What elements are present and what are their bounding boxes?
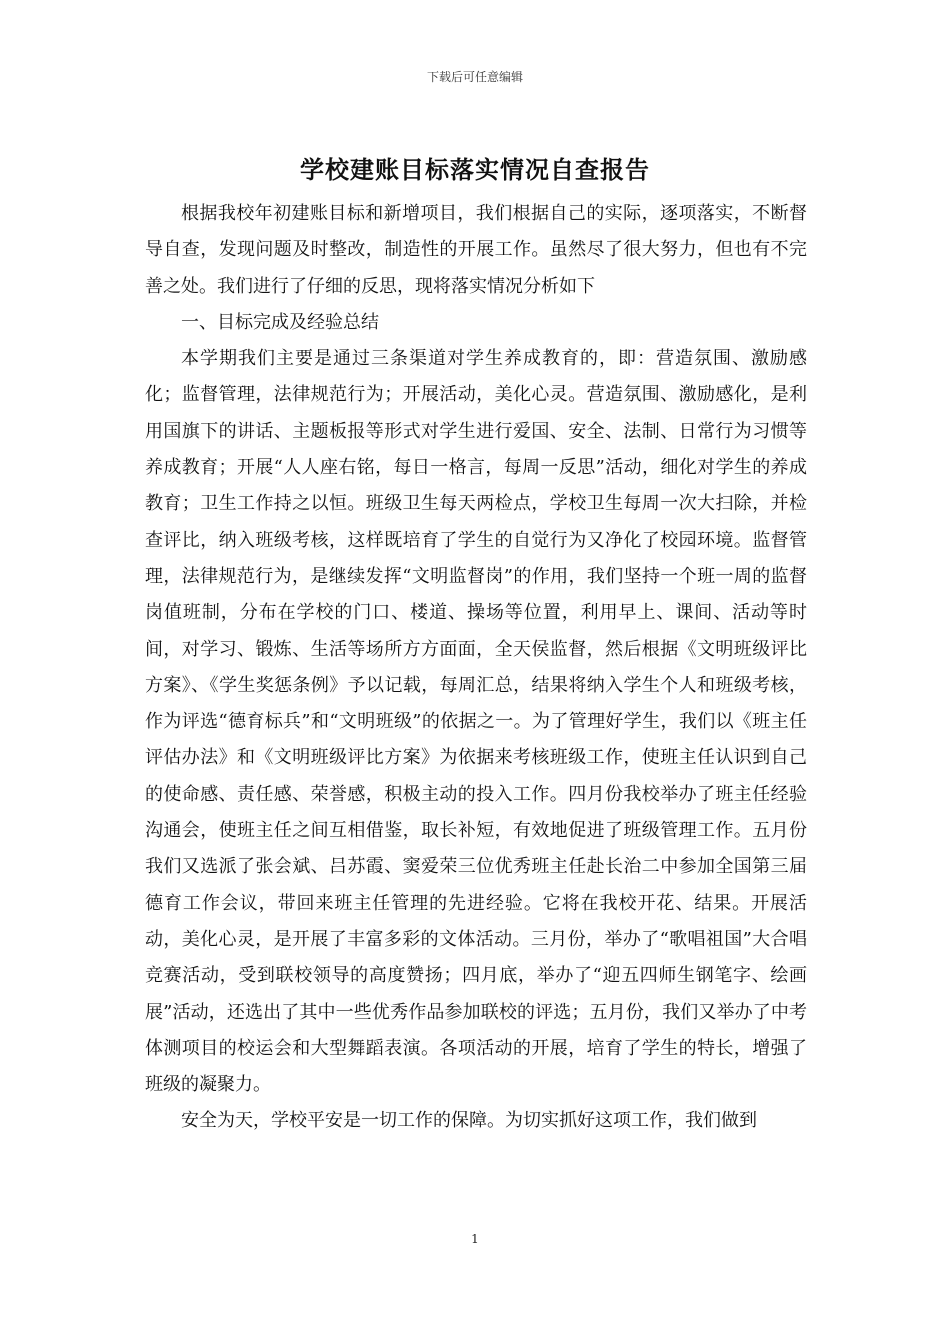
header-note: 下载后可任意编辑 — [426, 70, 523, 84]
page-number: 1 — [471, 1232, 479, 1246]
document-body — [145, 196, 807, 1140]
section-heading: 一、目标完成及经验总结 — [181, 311, 379, 333]
paragraph-safety: 安全为天，学校平安是一切工作的保障。为切实抓好这项工作，我们做到 — [181, 1110, 757, 1132]
document-title: 学校建账目标落实情况自查报告 — [300, 156, 650, 184]
paragraph-intro: 根据我校年初建账目标和新增项目，我们根据自己的实际，逐项落实，不断督导自查，发现问题及时整改，制造性的开展工作。虽然尽了很大努力，但也有不完善之处。我们进行了仔细的反思，现将落实情况分析如下 — [145, 203, 807, 297]
paragraph-education: 本学期我们主要是通过三条渠道对学生养成教育的，即：营造氛围、激励感化；监督管理，法律规范行为；开展活动，美化心灵。营造氛围、激励感化，是利用国旗下的讲话、主题板报等形式对学生进行爱国、安全、法制、日常行为习惯等养成教育；开展“人人座右铭，每日一格言，每周一反思”活动，细化对学生的养成教育；卫生工作持之以恒。班级卫生每天两检点，学校卫生每周一次大扫除，并检查评比，纳入班级考核，这样既培育了学生的自觉行为又净化了校园环境。监督管理，法律规范行为，是继续发挥“文明监督岗”的作用，我们坚持一个班一周的监督岗值班制，分布在学校的门口、楼道、操场等位置，利用早上、课间、活动等时间，对学习、锻炼、生活等场所方方面面，全天侯监督，然后根据《文明班级评比方案》、《学生奖惩条例》予以记载，每周汇总，结果将纳入学生个人和班级考核，作为评选“德育标兵”和“文明班级”的依据之一。为了管理好学生，我们以《班主任评估办法》和《文明班级评比方案》为依据来考核班级工作，使班主任认识到自己的使命感、责任感、荣誉感，积极主动的投入工作。四月份我校举办了班主任经验沟通会，使班主任之间互相借鉴，取长补短，有效地促进了班级管理工作。五月份我们又选派了张会斌、吕苏霞、窦爱荣三位优秀班主任赴长治二中参加全国第三届德育工作会议，带回来班主任管理的先进经验。它将在我校开花、结果。开展活动，美化心灵，是开展了丰富多彩的文体活动。三月份，举办了“歌唱祖国”大合唱竞赛活动，受到联校领导的高度赞扬；四月底，举办了“迎五四师生钢笔字、绘画展”活动，还选出了其中一些优秀作品参加联校的评选；五月份，我们又举办了中考体测项目的校运会和大型舞蹈表演。各项活动的开展，培育了学生的特长，增强了班级的凝聚力。 — [145, 348, 807, 1096]
